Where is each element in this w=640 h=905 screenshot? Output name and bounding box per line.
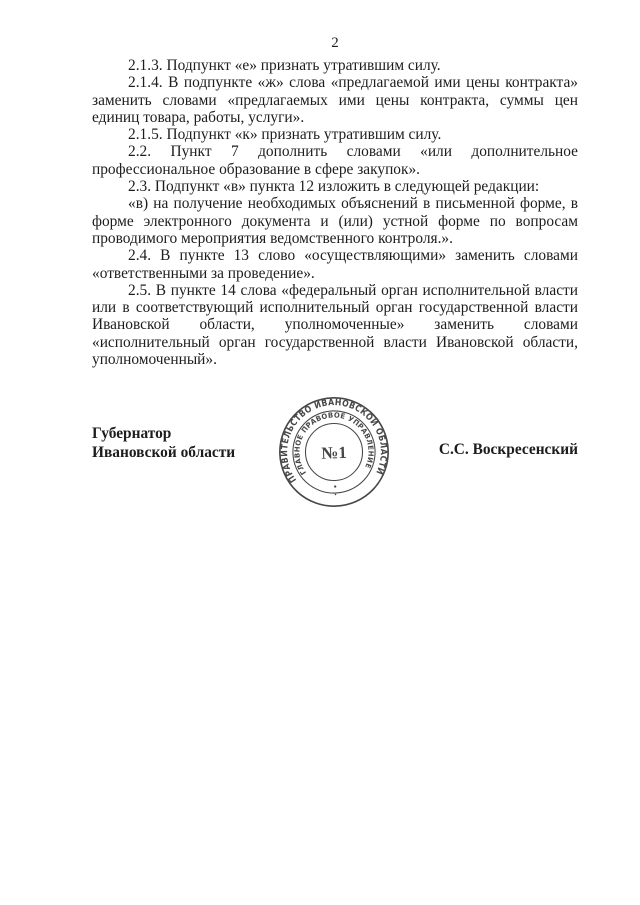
stamp-outer-text: ПРАВИТЕЛЬСТВО ИВАНОВСКОЙ ОБЛАСТИ xyxy=(280,397,388,485)
stamp-inner-text: ГЛАВНОЕ ПРАВОВОЕ УПРАВЛЕНИЕ xyxy=(292,410,376,477)
signature-block xyxy=(0,390,640,550)
signatory-title xyxy=(92,424,235,462)
paragraph-2-1-3: 2.1.3. Подпункт «е» признать утратившим силу. xyxy=(128,57,441,74)
stamp-separator-dot-small xyxy=(335,494,337,496)
official-round-stamp-icon xyxy=(276,394,392,510)
paragraph-2-5: 2.5. В пункте 14 слова «федеральный орган исполнительной власти или в соответствующий исполнительный орган государственной власти Ивановской области, уполномоченные» заменить словами «исполнительный орган государственной власти Ивановской области, уполномоченный». xyxy=(92,281,578,369)
stamp-number: №1 xyxy=(320,442,348,463)
paragraph-2-4: 2.4. В пункте 13 слово «осуществляющими» заменить словами «ответственными за проведение». xyxy=(92,247,578,282)
signatory-title-line2: Ивановской области xyxy=(92,444,236,461)
paragraph-2-1-4: 2.1.4. В подпункте «ж» слова «предлагаемой ими цены контракта» заменить словами «предлагаемых ими цены контракта, суммы цен единиц товара, работы, услуги». xyxy=(92,74,578,126)
stamp-separator-dot xyxy=(334,485,336,487)
paragraph-2-3: 2.3. Подпункт «в» пункта 12 изложить в следующей редакции: xyxy=(128,178,540,196)
signatory-name: С.С. Воскресенский xyxy=(438,441,578,458)
signatory-title-line1: Губернатор xyxy=(92,425,172,442)
paragraph-2-3-v: «в) на получение необходимых объяснений в письменной форме, в форме электронного документа и (или) устной форме по вопросам проводимого мероприятия ведомственного контроля.». xyxy=(92,195,578,247)
paragraph-2-2: 2.2. Пункт 7 дополнить словами «или дополнительное профессиональное образование в сфере закупок». xyxy=(92,143,578,178)
paragraph-2-1-5: 2.1.5. Подпункт «к» признать утратившим силу. xyxy=(128,126,442,144)
page-number: 2 xyxy=(331,35,339,51)
document-body xyxy=(92,57,578,368)
